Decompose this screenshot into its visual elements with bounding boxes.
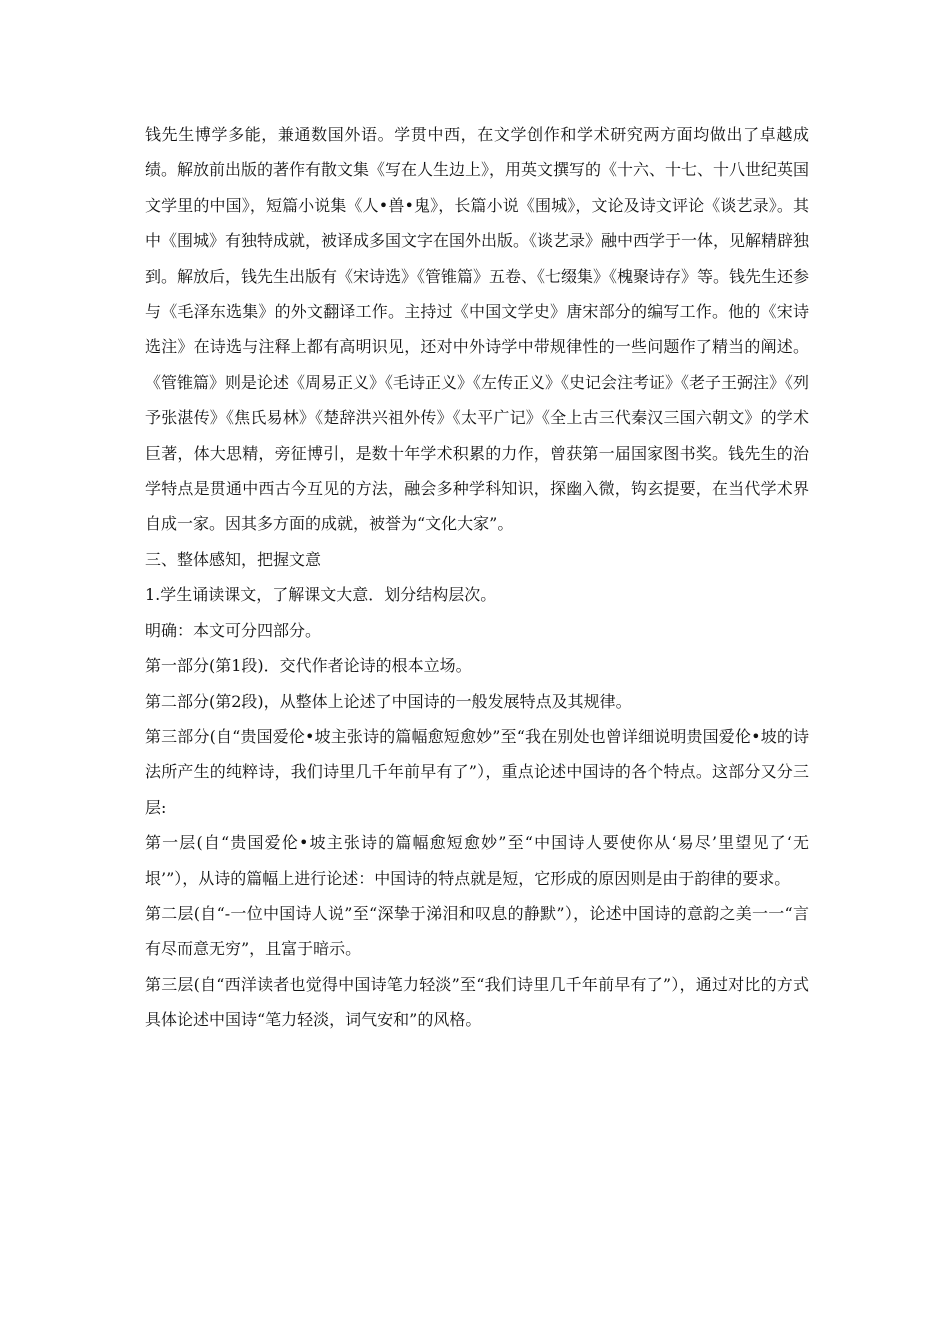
paragraph-part-three: 第三部分(自“贵国爱伦•坡主张诗的篇幅愈短愈妙”至“我在别处也曾详细说明贵国爱伦•坡的诗法所产生的纯粹诗，我们诗里几千年前早有了”），重点论述中国诗的各个特点。这部分又分三层: — [145, 726, 809, 817]
section-heading: 三、整体感知，把握文意 — [145, 549, 322, 569]
paragraph-layer-three: 第三层(自“西洋读者也觉得中国诗笔力轻淡”至“我们诗里几千年前早有了”），通过对比的方式具体论述中国诗“笔力轻淡，词气安和”的风格。 — [145, 974, 809, 1030]
paragraph-task: 1.学生诵读课文，了解课文大意．划分结构层次。 — [145, 585, 497, 605]
paragraph-clarify: 明确：本文可分四部分。 — [145, 620, 322, 640]
paragraph-biography: 钱先生博学多能，兼通数国外语。学贯中西，在文学创作和学术研究两方面均做出了卓越成绩。解放前出版的著作有散文集《写在人生边上》，用英文撰写的《十六、十七、十八世纪英国文学里的中国》，短篇小说集《人•兽•鬼》，长篇小说《围城》，文论及诗文评论《谈艺录》。其中《围城》有独特成就，被译成多国文字在国外出版。《谈艺录》融中西学于一体，见解精辟独到。解放后，钱先生出版有《宋诗选》《管锥篇》五卷、《七缀集》《槐聚诗存》等。钱先生还参与《毛泽东选集》的外文翻译工作。主持过《中国文学史》唐宋部分的编写工作。他的《宋诗选注》在诗选与注释上都有高明识见，还对中外诗学中带规律性的一些问题作了精当的阐述。《管锥篇》则是论述《周易正义》《毛诗正义》《左传正义》《史记会注考证》《老子王弼注》《列予张湛传》《焦氏易林》《楚辞洪兴祖外传》《太平广记》《全上古三代秦汉三国六朝文》的学术巨著，体大思精，旁征博引，是数十年学术积累的力作，曾获第一届国家图书奖。钱先生的治学特点是贯通中西古今互见的方法，融会多种学科知识，探幽入微，钩玄提要，在当代学术界自成一家。因其多方面的成就，被誉为“文化大家”。 — [145, 125, 810, 534]
document-body — [145, 117, 809, 1038]
paragraph-part-two: 第二部分(第2段)，从整体上论述了中国诗的一般发展特点及其规律。 — [145, 691, 632, 711]
paragraph-layer-two: 第二层(自“-一位中国诗人说”至“深挚于涕泪和叹息的静默”），论述中国诗的意韵之美一一“言有尽而意无穷”，且富于暗示。 — [145, 903, 809, 959]
paragraph-layer-one: 第一层(自“贵国爱伦•坡主张诗的篇幅愈短愈妙”至“中国诗人要使你从‘易尽’里望见了‘无垠’”），从诗的篇幅上进行论述：中国诗的特点就是短，它形成的原因则是由于韵律的要求。 — [145, 833, 809, 888]
paragraph-part-one: 第一部分(第1段)．交代作者论诗的根本立场。 — [145, 656, 472, 676]
